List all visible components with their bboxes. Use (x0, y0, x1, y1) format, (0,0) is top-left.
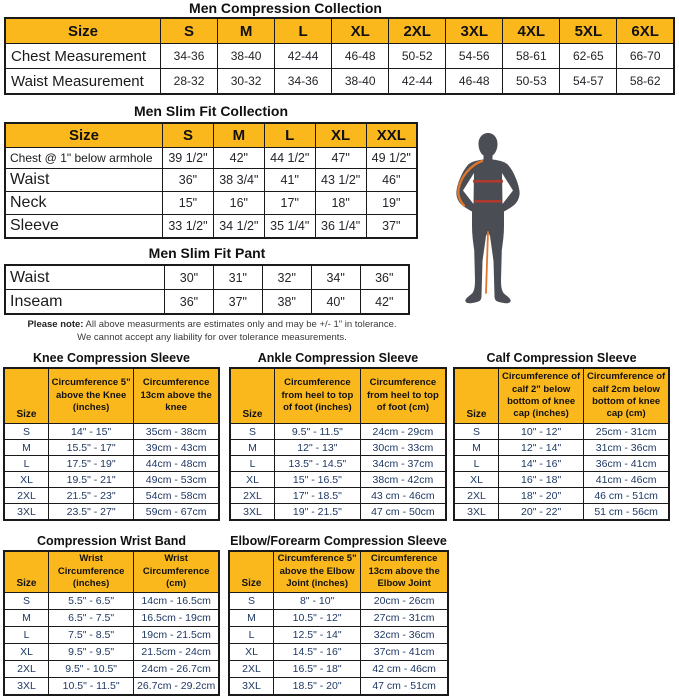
cell-value: 58-61 (503, 44, 560, 69)
men-slim-fit-title: Men Slim Fit Collection (133, 103, 288, 119)
table-row (4, 678, 219, 696)
table-row (5, 290, 409, 315)
cell-value: 43 1/2" (315, 169, 366, 192)
row-label: Neck (5, 192, 163, 215)
cell-value: 47" (315, 148, 366, 169)
cell-value: 34-36 (161, 44, 218, 69)
cell-value: 38-40 (332, 69, 389, 95)
table-row (4, 661, 219, 678)
header-row (5, 18, 674, 44)
header-row (4, 551, 219, 593)
cell-value: 42-44 (389, 69, 446, 95)
row-label: 3XL (229, 678, 274, 696)
cell-value: 27cm - 31cm (361, 610, 448, 627)
row-label: M (4, 610, 49, 627)
table-row (5, 169, 417, 192)
cell-value: 12.5" - 14" (274, 627, 361, 644)
cell-value: 49cm - 53cm (134, 472, 219, 488)
row-label: Sleeve (5, 215, 163, 239)
cell-value: 35 1/4" (264, 215, 315, 239)
cell-value: 34 1/2" (213, 215, 264, 239)
cell-value: 46-48 (332, 44, 389, 69)
cell-value: 43 cm - 46cm (360, 488, 446, 504)
cell-value: 54-57 (560, 69, 617, 95)
column-header: M (213, 123, 264, 148)
table-row (4, 627, 219, 644)
cell-value: 20" - 22" (499, 504, 584, 521)
cell-value: 46-48 (446, 69, 503, 95)
ankle-sleeve-title: Ankle Compression Sleeve (257, 351, 419, 365)
column-header: Circumference 5" above the Elbow Joint (inches) (274, 551, 361, 593)
row-label: XL (4, 644, 49, 661)
row-label: 2XL (454, 488, 499, 504)
cell-value: 9.5" - 9.5" (49, 644, 134, 661)
cell-value: 59cm - 67cm (134, 504, 219, 521)
column-header: 4XL (503, 18, 560, 44)
table-row (4, 472, 219, 488)
cell-value: 54cm - 58cm (134, 488, 219, 504)
cell-value: 9.5" - 11.5" (275, 424, 361, 440)
column-header: Size (4, 551, 49, 593)
elbow-sleeve-table (228, 550, 449, 696)
header-row (230, 368, 446, 424)
section-men-compression (4, 0, 675, 95)
cell-value: 14" - 16" (499, 456, 584, 472)
cell-value: 50-52 (389, 44, 446, 69)
row-label: M (4, 440, 49, 456)
section-men-slim-fit-pant (4, 245, 410, 315)
cell-value: 42 cm - 46cm (361, 661, 448, 678)
cell-value: 32cm - 36cm (361, 627, 448, 644)
men-slim-fit-pant-title: Men Slim Fit Pant (148, 245, 266, 261)
cell-value: 46 cm - 51cm (584, 488, 669, 504)
wrist-band-table (3, 550, 220, 696)
cell-value: 16.5cm - 19cm (134, 610, 219, 627)
cell-value: 19cm - 21.5cm (134, 627, 219, 644)
tolerance-note-line2: We cannot accept any liability for over tolerance measurements. (77, 332, 347, 343)
cell-value: 19" (366, 192, 417, 215)
cell-value: 54-56 (446, 44, 503, 69)
cell-value: 31cm - 36cm (584, 440, 669, 456)
row-label: 2XL (4, 488, 49, 504)
table-row (230, 488, 446, 504)
cell-value: 46" (366, 169, 417, 192)
column-header: M (218, 18, 275, 44)
row-label: M (229, 610, 274, 627)
column-header: Size (5, 18, 161, 44)
cell-value: 20cm - 26cm (361, 593, 448, 610)
cell-value: 19.5" - 21" (49, 472, 134, 488)
column-header: S (161, 18, 218, 44)
cell-value: 15" - 16.5" (275, 472, 361, 488)
row-label: M (230, 440, 275, 456)
cell-value: 58-62 (617, 69, 674, 95)
man-silhouette-icon (446, 131, 521, 316)
table-row (230, 440, 446, 456)
row-label: L (230, 456, 275, 472)
row-label: 3XL (4, 678, 49, 696)
cell-value: 36" (360, 265, 409, 290)
column-header: Circumference 5" above the Knee (inches) (49, 368, 134, 424)
cell-value: 15.5" - 17" (49, 440, 134, 456)
table-row (229, 593, 448, 610)
header-row (229, 551, 448, 593)
cell-value: 15" (163, 192, 214, 215)
cell-value: 38-40 (218, 44, 275, 69)
row-label: M (454, 440, 499, 456)
cell-value: 32" (262, 265, 311, 290)
cell-value: 21.5" - 23" (49, 488, 134, 504)
column-header: Size (5, 123, 163, 148)
knee-sleeve-table (3, 367, 220, 521)
table-row (454, 504, 669, 521)
table-row (5, 69, 674, 95)
cell-value: 18" (315, 192, 366, 215)
tolerance-note-line1: Please note: All above measurments are estimates only and may be +/- 1" in tolerance. (27, 319, 397, 330)
cell-value: 30cm - 33cm (360, 440, 446, 456)
row-label: 2XL (4, 661, 49, 678)
elbow-sleeve-title: Elbow/Forearm Compression Sleeve (230, 534, 447, 548)
column-header: Circumference of calf 2cm below bottom of knee cap (cm) (584, 368, 669, 424)
cell-value: 41" (264, 169, 315, 192)
chest-measure-line (473, 180, 503, 183)
cell-value: 41cm - 46cm (584, 472, 669, 488)
men-compression-title: Men Compression Collection (189, 0, 382, 16)
cell-value: 19" - 21.5" (275, 504, 361, 521)
table-row (454, 472, 669, 488)
cell-value: 42" (213, 148, 264, 169)
row-label: 2XL (230, 488, 275, 504)
row-label: L (454, 456, 499, 472)
wrist-band-title: Compression Wrist Band (36, 534, 187, 548)
cell-value: 17" (264, 192, 315, 215)
section-elbow-sleeve (228, 533, 449, 696)
row-label: 2XL (229, 661, 274, 678)
row-label: L (4, 456, 49, 472)
cell-value: 10.5" - 11.5" (49, 678, 134, 696)
section-calf-sleeve (453, 350, 670, 521)
cell-value: 44cm - 48cm (134, 456, 219, 472)
column-header: Wrist Circumference (cm) (134, 551, 219, 593)
table-row (229, 627, 448, 644)
cell-value: 50-53 (503, 69, 560, 95)
table-row (4, 440, 219, 456)
row-label: S (4, 593, 49, 610)
column-header: XL (332, 18, 389, 44)
table-row (229, 610, 448, 627)
cell-value: 34cm - 37cm (360, 456, 446, 472)
section-knee-sleeve (3, 350, 220, 521)
cell-value: 34" (311, 265, 360, 290)
cell-value: 33 1/2" (163, 215, 214, 239)
cell-value: 47 cm - 51cm (361, 678, 448, 696)
ankle-sleeve-table (229, 367, 447, 521)
cell-value: 5.5" - 6.5" (49, 593, 134, 610)
table-row (4, 593, 219, 610)
cell-value: 49 1/2" (366, 148, 417, 169)
column-header: Circumference 13cm above the Elbow Joint (361, 551, 448, 593)
row-label: 3XL (454, 504, 499, 521)
man-silhouette-figure (446, 131, 521, 316)
cell-value: 14" - 15" (49, 424, 134, 440)
cell-value: 24cm - 26.7cm (134, 661, 219, 678)
cell-value: 51 cm - 56cm (584, 504, 669, 521)
cell-value: 62-65 (560, 44, 617, 69)
table-row (230, 504, 446, 521)
table-row (230, 456, 446, 472)
cell-value: 39 1/2" (163, 148, 214, 169)
cell-value: 16.5" - 18" (274, 661, 361, 678)
cell-value: 44 1/2" (264, 148, 315, 169)
row-label: Inseam (5, 290, 165, 315)
column-header: Size (454, 368, 499, 424)
cell-value: 36" (165, 290, 214, 315)
cell-value: 37" (213, 290, 262, 315)
row-label: XL (230, 472, 275, 488)
cell-value: 36cm - 41cm (584, 456, 669, 472)
row-label: XL (454, 472, 499, 488)
calf-sleeve-table (453, 367, 670, 521)
column-header: Circumference from heel to top of foot (cm) (360, 368, 446, 424)
cell-value: 26.7cm - 29.2cm (134, 678, 219, 696)
column-header: XL (315, 123, 366, 148)
men-compression-table (4, 17, 675, 95)
column-header: 5XL (560, 18, 617, 44)
row-label: Waist (5, 169, 163, 192)
cell-value: 38 3/4" (213, 169, 264, 192)
cell-value: 40" (311, 290, 360, 315)
section-wrist-band (3, 533, 220, 696)
cell-value: 7.5" - 8.5" (49, 627, 134, 644)
column-header: 6XL (617, 18, 674, 44)
row-label: S (229, 593, 274, 610)
cell-value: 10.5" - 12" (274, 610, 361, 627)
cell-value: 30-32 (218, 69, 275, 95)
tolerance-note (0, 318, 424, 344)
table-row (454, 488, 669, 504)
cell-value: 25cm - 31cm (584, 424, 669, 440)
row-label: XL (229, 644, 274, 661)
cell-value: 37cm - 41cm (361, 644, 448, 661)
row-label: Chest @ 1" below armhole (5, 148, 163, 169)
header-row (5, 123, 417, 148)
cell-value: 66-70 (617, 44, 674, 69)
table-row (454, 424, 669, 440)
row-label: S (4, 424, 49, 440)
section-men-slim-fit (4, 103, 418, 239)
row-label: L (4, 627, 49, 644)
cell-value: 17.5" - 19" (49, 456, 134, 472)
men-slim-fit-pant-table (4, 264, 410, 315)
cell-value: 47 cm - 50cm (360, 504, 446, 521)
cell-value: 6.5" - 7.5" (49, 610, 134, 627)
column-header: Wrist Circumference (inches) (49, 551, 134, 593)
row-label: Waist Measurement (5, 69, 161, 95)
cell-value: 30" (165, 265, 214, 290)
cell-value: 28-32 (161, 69, 218, 95)
row-label: 3XL (4, 504, 49, 521)
column-header: XXL (366, 123, 417, 148)
cell-value: 18.5" - 20" (274, 678, 361, 696)
cell-value: 42-44 (275, 44, 332, 69)
cell-value: 37" (366, 215, 417, 239)
cell-value: 16" - 18" (499, 472, 584, 488)
column-header: L (275, 18, 332, 44)
table-row (5, 215, 417, 239)
table-row (4, 610, 219, 627)
table-row (229, 678, 448, 696)
column-header: Size (229, 551, 274, 593)
tolerance-note-label: Please note: (27, 319, 84, 330)
inseam-measure-line (486, 232, 488, 293)
table-row (230, 472, 446, 488)
cell-value: 8" - 10" (274, 593, 361, 610)
cell-value: 23.5" - 27" (49, 504, 134, 521)
cell-value: 9.5" - 10.5" (49, 661, 134, 678)
cell-value: 10" - 12" (499, 424, 584, 440)
column-header: Circumference from heel to top of foot (inches) (275, 368, 361, 424)
header-row (4, 368, 219, 424)
table-row (4, 488, 219, 504)
row-label: XL (4, 472, 49, 488)
cell-value: 36 1/4" (315, 215, 366, 239)
calf-sleeve-title: Calf Compression Sleeve (486, 351, 637, 365)
table-row (454, 440, 669, 456)
cell-value: 16" (213, 192, 264, 215)
table-row (4, 456, 219, 472)
cell-value: 42" (360, 290, 409, 315)
cell-value: 21.5cm - 24cm (134, 644, 219, 661)
table-row (5, 44, 674, 69)
column-header: S (163, 123, 214, 148)
row-label: S (230, 424, 275, 440)
cell-value: 12" - 13" (275, 440, 361, 456)
table-row (5, 148, 417, 169)
cell-value: 35cm - 38cm (134, 424, 219, 440)
cell-value: 12" - 14" (499, 440, 584, 456)
column-header: Circumference of calf 2" below bottom of knee cap (inches) (499, 368, 584, 424)
section-ankle-sleeve (229, 350, 447, 521)
cell-value: 38cm - 42cm (360, 472, 446, 488)
cell-value: 18" - 20" (499, 488, 584, 504)
table-row (5, 265, 409, 290)
table-row (229, 644, 448, 661)
cell-value: 31" (213, 265, 262, 290)
column-header: Size (4, 368, 49, 424)
row-label: Chest Measurement (5, 44, 161, 69)
row-label: Waist (5, 265, 165, 290)
header-row (454, 368, 669, 424)
table-row (4, 644, 219, 661)
row-label: 3XL (230, 504, 275, 521)
row-label: S (454, 424, 499, 440)
cell-value: 36" (163, 169, 214, 192)
cell-value: 24cm - 29cm (360, 424, 446, 440)
knee-sleeve-title: Knee Compression Sleeve (32, 351, 190, 365)
cell-value: 14.5" - 16" (274, 644, 361, 661)
row-label: L (229, 627, 274, 644)
waist-measure-line (475, 200, 502, 203)
men-slim-fit-table (4, 122, 418, 239)
column-header: Size (230, 368, 275, 424)
cell-value: 14cm - 16.5cm (134, 593, 219, 610)
table-row (5, 192, 417, 215)
table-row (229, 661, 448, 678)
column-header: L (264, 123, 315, 148)
table-row (230, 424, 446, 440)
table-row (4, 424, 219, 440)
column-header: 3XL (446, 18, 503, 44)
cell-value: 34-36 (275, 69, 332, 95)
cell-value: 38" (262, 290, 311, 315)
table-row (454, 456, 669, 472)
cell-value: 13.5" - 14.5" (275, 456, 361, 472)
cell-value: 17" - 18.5" (275, 488, 361, 504)
table-row (4, 504, 219, 521)
column-header: Circumference 13cm above the knee (134, 368, 219, 424)
column-header: 2XL (389, 18, 446, 44)
cell-value: 39cm - 43cm (134, 440, 219, 456)
